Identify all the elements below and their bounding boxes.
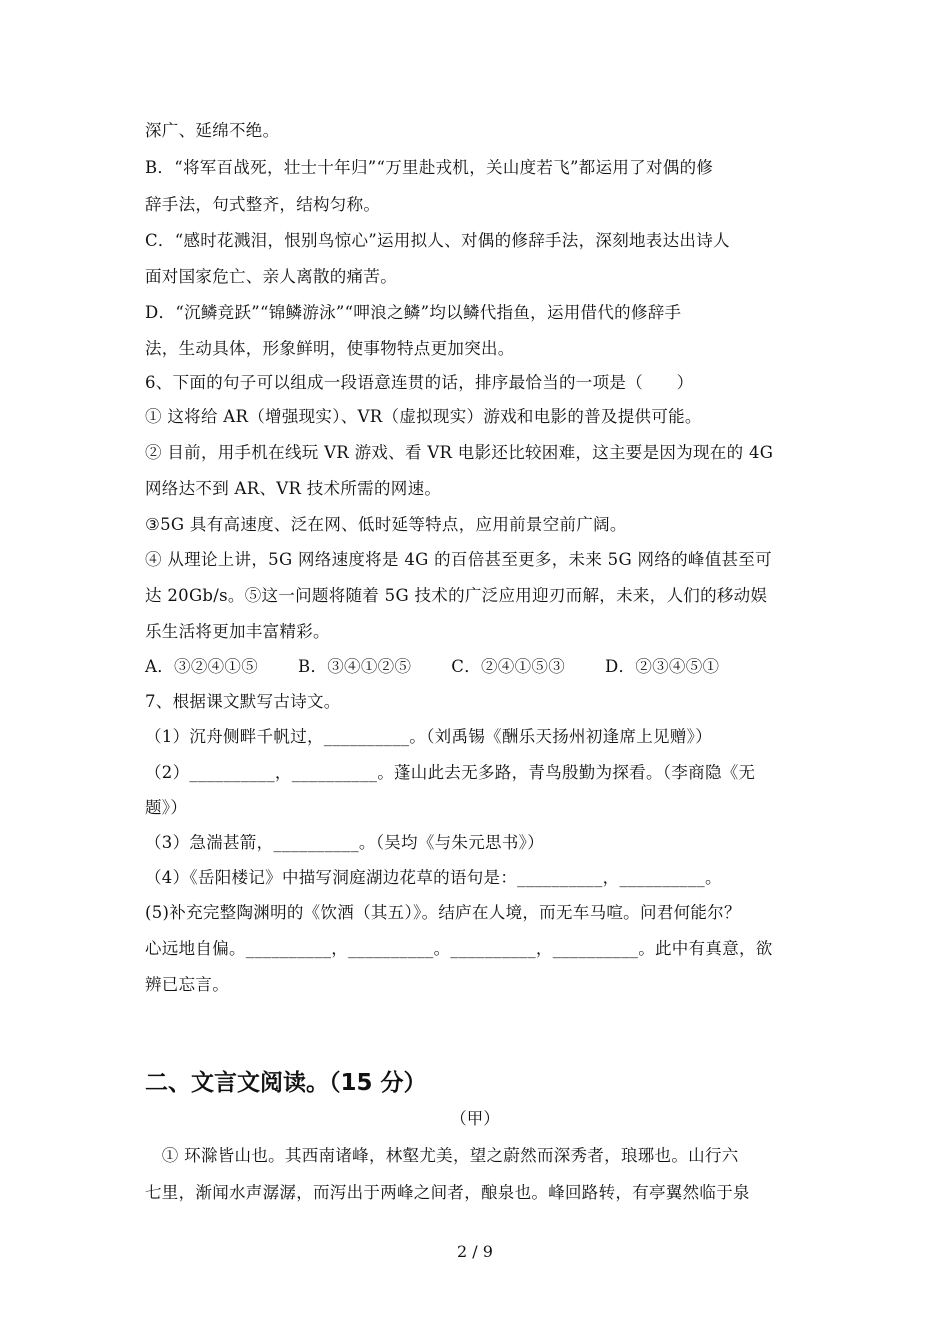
sentence-5: 达 20Gb/s。⑤这一问题将随着 5G 技术的广泛应用迎刃而解，未来，人们的移动娱 — [145, 586, 768, 605]
sentence-1: ① 这将给 AR（增强现实）、VR（虚拟现实）游戏和电影的普及提供可能。 — [145, 407, 702, 426]
recite-item-5: (5)补充完整陶渊明的《饮酒（其五）》。结庐在人境，而无车马喧。问君何能尔？ — [145, 903, 741, 922]
text-line: 题》） — [145, 798, 188, 817]
section-title: 二、文言文阅读。（15 分） — [145, 1070, 427, 1096]
passage-subtitle: （甲） — [450, 1109, 500, 1128]
recite-item-4: （4）《岳阳楼记》中描写洞庭湖边花草的语句是：__________，__________。 — [145, 868, 722, 887]
text-line: 法，生动具体，形象鲜明，使事物特点更加突出。 — [145, 339, 515, 358]
option-b-line: B．“将军百战死，壮士十年归”“万里赴戎机，关山度若飞”都运用了对偶的修 — [145, 158, 714, 177]
recite-item-3: （3）急湍甚箭，__________。（吴均《与朱元思书》） — [145, 833, 544, 852]
answer-options — [145, 656, 815, 678]
text-line: 辨已忘言。 — [145, 975, 229, 994]
text-line: 心远地自偏。__________，__________。__________，__________。此中有真意，欲 — [145, 939, 773, 958]
text-line: 乐生活将更加丰富精彩。 — [145, 622, 330, 641]
recite-item-2: （2）__________，__________。蓬山此去无多路，青鸟殷勤为探看。（李商隐《无 — [145, 763, 756, 782]
option-b: B．③④①②⑤ — [298, 657, 412, 676]
text-line: 辞手法，句式整齐，结构匀称。 — [145, 195, 381, 214]
question-7: 7、根据课文默写古诗文。 — [145, 692, 341, 711]
question-6: 6、下面的句子可以组成一段语意连贯的话，排序最恰当的一项是（ ） — [145, 373, 694, 392]
sentence-4: ④ 从理论上讲，5G 网络速度将是 4G 的百倍甚至更多，未来 5G 网络的峰值甚至可 — [145, 550, 772, 569]
option-c-line: C．“感时花溅泪，恨别鸟惊心”运用拟人、对偶的修辞手法，深刻地表达出诗人 — [145, 231, 730, 250]
option-d-line: D．“沉鳞竞跃”“锦鳞游泳”“呷浪之鳞”均以鳞代指鱼，运用借代的修辞手 — [145, 303, 682, 322]
page-number: 2 / 9 — [457, 1242, 493, 1261]
sentence-2: ② 目前，用手机在线玩 VR 游戏、看 VR 电影还比较困难，这主要是因为现在的 4G — [145, 443, 774, 462]
text-line: 深广、延绵不绝。 — [145, 121, 280, 140]
recite-item-1: （1）沉舟侧畔千帆过，__________。（刘禹锡《酬乐天扬州初逢席上见赠》） — [145, 727, 712, 746]
option-d: D．②③④⑤① — [605, 657, 720, 676]
option-c: C．②④①⑤③ — [451, 657, 565, 676]
text-line: 网络达不到 AR、VR 技术所需的网速。 — [145, 479, 442, 498]
option-a: A．③②④①⑤ — [145, 657, 259, 676]
passage-line: ① 环滁皆山也。其西南诸峰，林壑尤美，望之蔚然而深秀者，琅琊也。山行六 — [145, 1146, 739, 1165]
text-line: 面对国家危亡、亲人离散的痛苦。 — [145, 267, 397, 286]
passage-line: 七里，渐闻水声潺潺，而泻出于两峰之间者，酿泉也。峰回路转，有亭翼然临于泉 — [145, 1183, 750, 1202]
sentence-3: ③5G 具有高速度、泛在网、低时延等特点，应用前景空前广阔。 — [145, 515, 627, 534]
